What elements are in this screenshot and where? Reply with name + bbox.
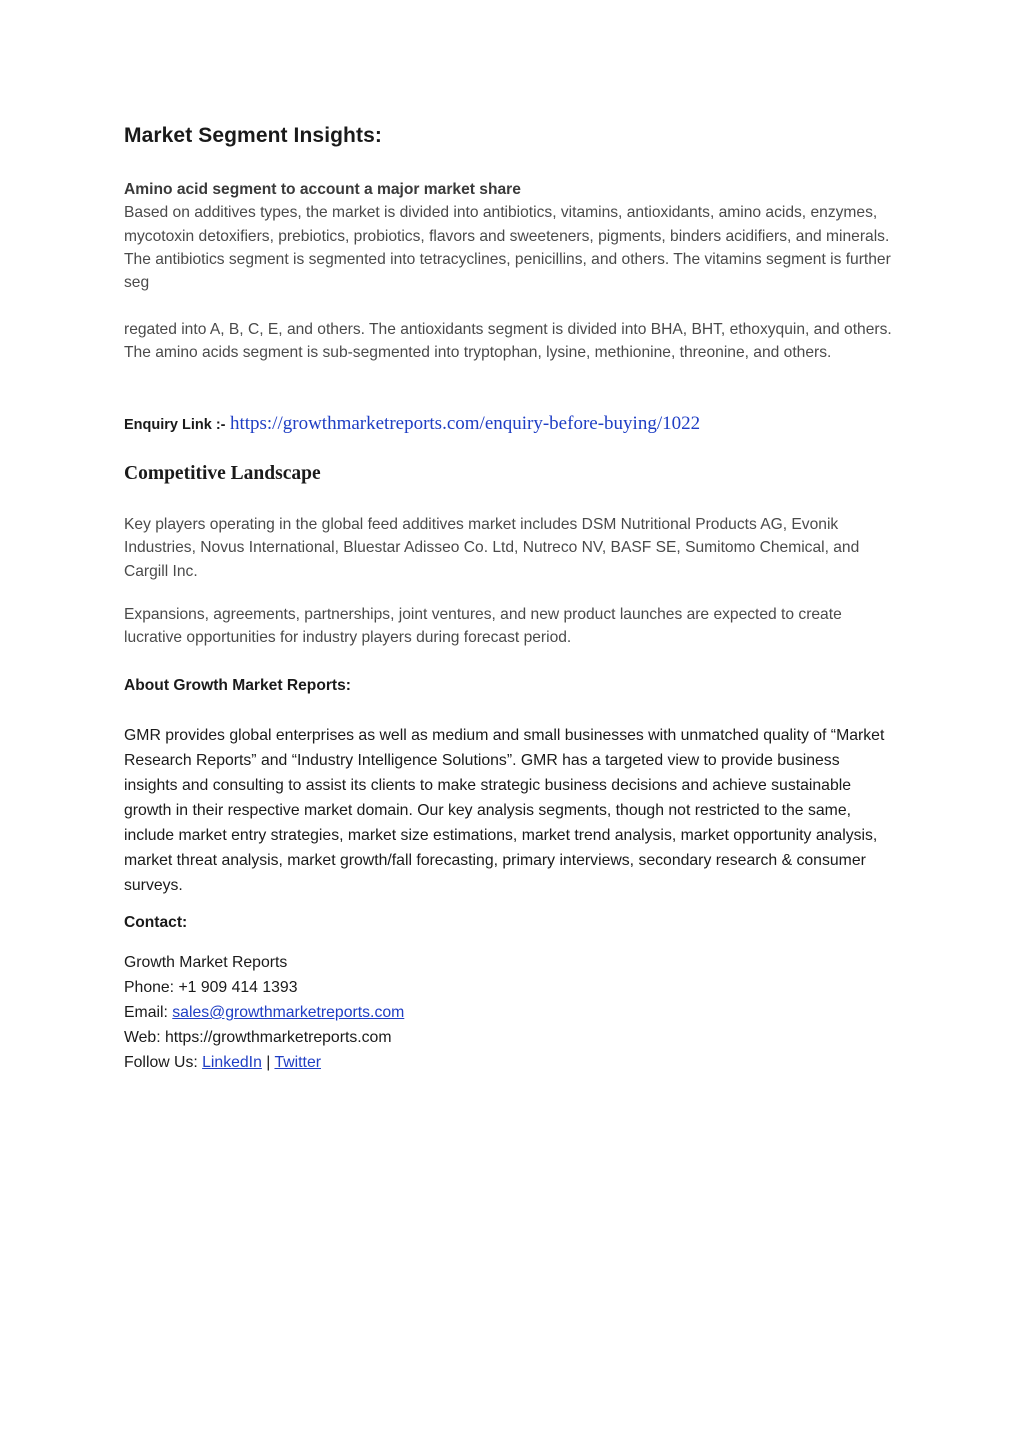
- about-paragraph: GMR provides global enterprises as well as medium and small businesses with unmatched quality of “Market Research Reports” and “Industry Intelligence Solutions”. GMR has a targeted view to provide business insights and consulting to assist its clients to make strategic business decisions and achieve sustainable growth in their respective market domain. Our key analysis segments, though not restricted to the same, include market entry strategies, market size estimations, market trend analysis, market opportunity analysis, market threat analysis, market growth/fall forecasting, primary interviews, secondary research & consumer surveys.: [124, 727, 885, 894]
- contact-phone: Phone: +1 909 414 1393: [124, 979, 298, 996]
- link-separator: |: [266, 1054, 271, 1071]
- contact-web: Web: https://growthmarketreports.com: [124, 1029, 392, 1046]
- enquiry-link[interactable]: https://growthmarketreports.com/enquiry-before-buying/1022: [229, 413, 701, 434]
- contact-email-line: [124, 1000, 404, 1025]
- contact-email-label: Email:: [124, 1004, 173, 1021]
- enquiry-line: [124, 413, 700, 435]
- contact-block: [124, 950, 404, 1075]
- segment-paragraph-1: Based on additives types, the market is divided into antibiotics, vitamins, antioxidants, amino acids, enzymes, mycotoxin detoxifiers, prebiotics, probiotics, flavors and sweeteners, pigments, binders acidifiers, and minerals. The antibiotics segment is segmented into tetracyclines, penicillins, and others. The vitamins segment is further seg: [124, 204, 891, 292]
- linkedin-link[interactable]: LinkedIn: [202, 1054, 262, 1071]
- enquiry-label: Enquiry Link :-: [124, 417, 226, 433]
- contact-follow-label: Follow Us:: [124, 1054, 203, 1071]
- about-heading: About Growth Market Reports:: [124, 677, 351, 694]
- competitive-heading: Competitive Landscape: [124, 463, 321, 484]
- contact-email-link[interactable]: sales@growthmarketreports.com: [172, 1004, 405, 1021]
- segment-paragraph-2: regated into A, B, C, E, and others. The antioxidants segment is divided into BHA, BHT, ethoxyquin, and others. The amino acids segment is sub-segmented into tryptophan, lysine, methionine, threonine, and others.: [124, 321, 892, 362]
- twitter-link[interactable]: Twitter: [274, 1054, 321, 1071]
- segment-section: [124, 178, 894, 294]
- contact-company: Growth Market Reports: [124, 954, 288, 971]
- competitive-paragraph-1: Key players operating in the global feed additives market includes DSM Nutritional Products AG, Evonik Industries, Novus International, Bluestar Adisseo Co. Ltd, Nutreco NV, BASF SE, Sumitomo Chemical, and Cargill Inc.: [124, 516, 860, 580]
- segment-subheading: Amino acid segment to account a major market share: [124, 181, 521, 198]
- contact-follow-line: [124, 1050, 404, 1075]
- contact-heading: Contact:: [124, 914, 188, 931]
- competitive-paragraph-2: Expansions, agreements, partnerships, joint ventures, and new product launches are expected to create lucrative opportunities for industry players during forecast period.: [124, 606, 842, 647]
- page-title: Market Segment Insights:: [124, 124, 382, 147]
